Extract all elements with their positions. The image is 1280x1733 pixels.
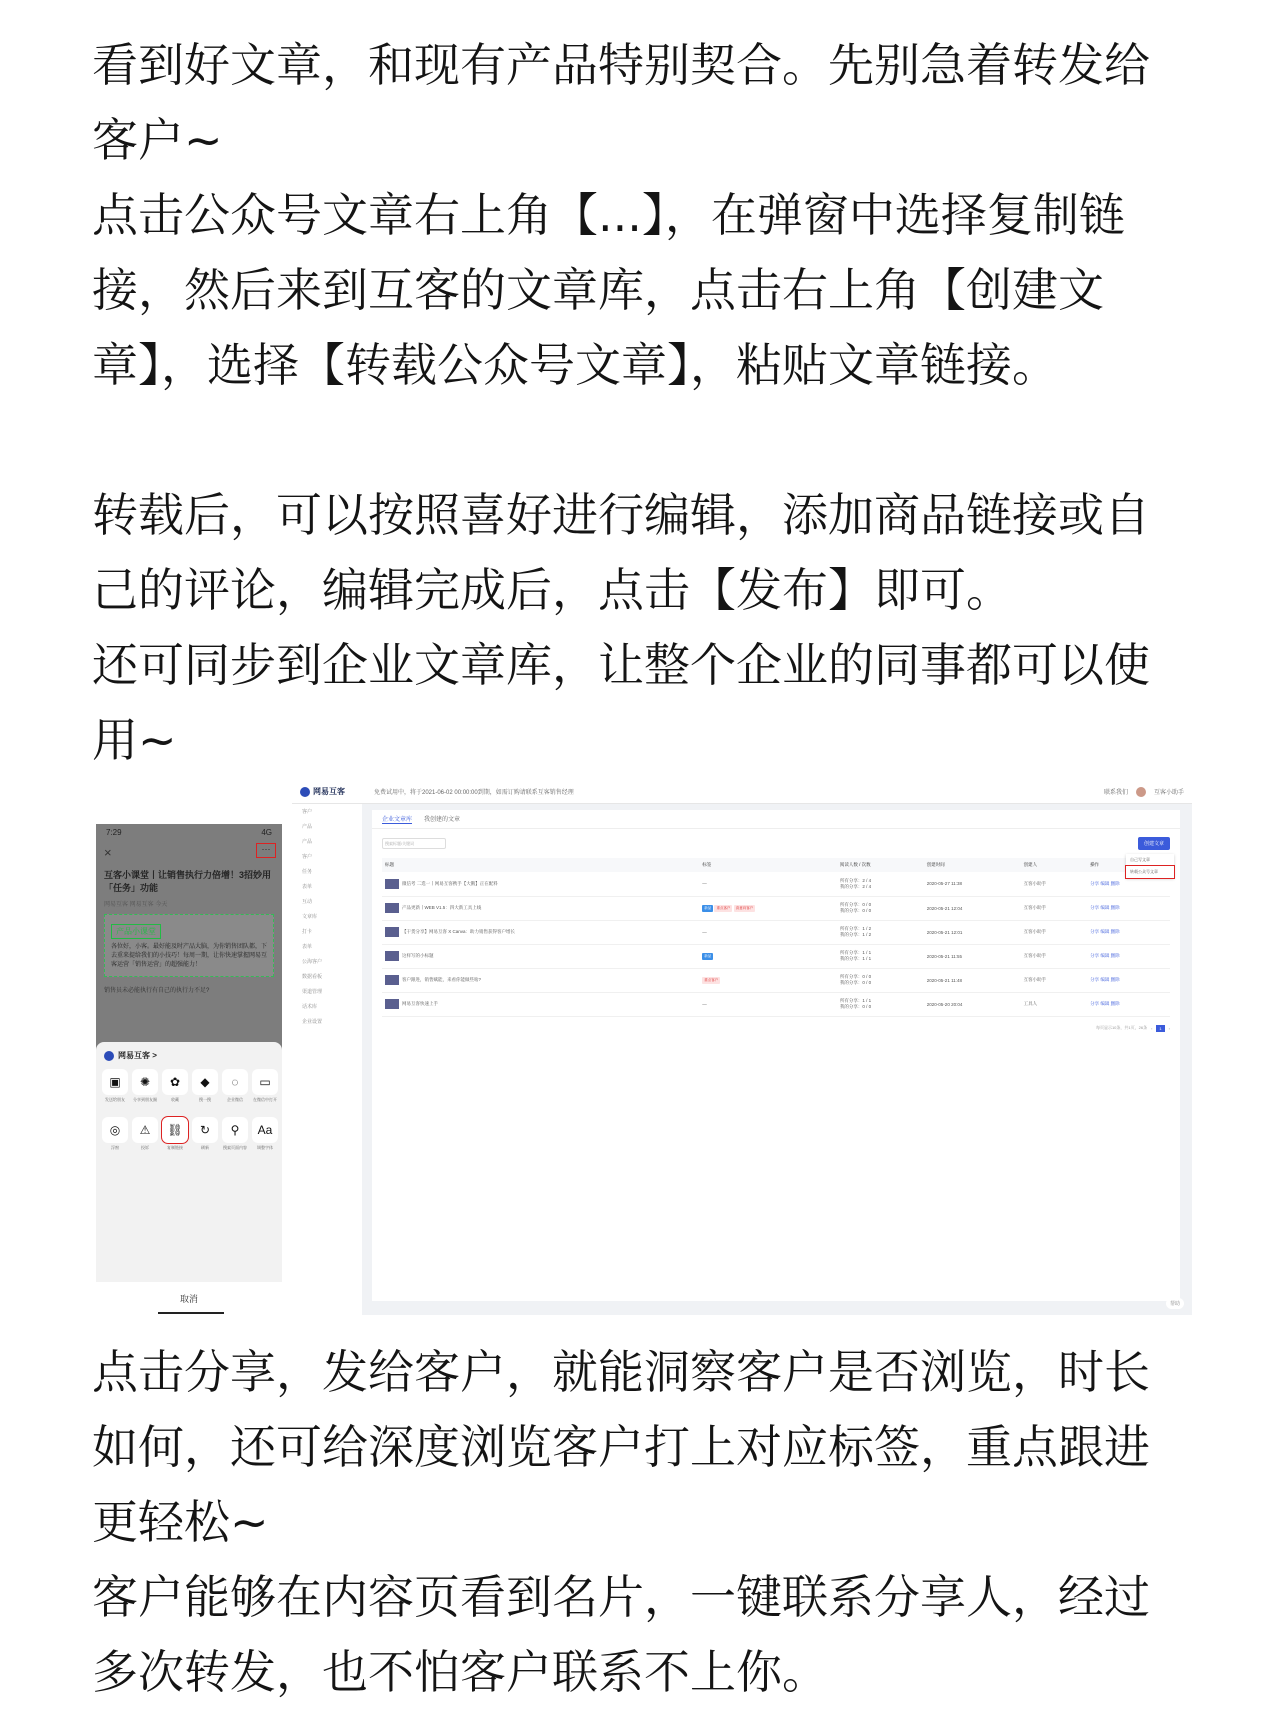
share-tile-label: 收藏 xyxy=(171,1097,179,1102)
star-icon: ✿ xyxy=(162,1069,188,1095)
cell-reads: 所有分享：1 / 2 我的分享：1 / 2 xyxy=(837,920,924,944)
sidebar-item[interactable]: 产品 xyxy=(302,839,313,845)
paragraph-5: 点击分享，发给客户，就能洞察客户是否浏览，时长如何，还可给深度浏览客户打上对应标签，重点跟进更轻松~ xyxy=(92,1345,1150,1549)
sidebar-item[interactable]: 打卡 xyxy=(302,929,313,935)
cell-creator: 互客小助手 xyxy=(1021,872,1087,896)
cell-ops xyxy=(1087,992,1170,1016)
share-sheet xyxy=(96,1042,282,1282)
font-icon: Aa xyxy=(252,1117,278,1143)
tabs xyxy=(372,810,1180,829)
tag-badge: 新品 xyxy=(704,953,712,958)
sidebar-item[interactable]: 表单 xyxy=(302,944,313,950)
op-link[interactable]: 删除 xyxy=(1110,905,1120,910)
share-tile[interactable] xyxy=(222,1069,248,1103)
tab-mine[interactable]: 我创建的文章 xyxy=(424,817,461,823)
cell-time: 2020-05-21 11:55 xyxy=(924,944,1021,968)
share-tile[interactable] xyxy=(162,1069,188,1103)
status-signal: 4G xyxy=(261,828,272,837)
article-library xyxy=(372,810,1180,1301)
column-header: 操作 xyxy=(1087,858,1170,872)
warning-icon: ⚠ xyxy=(132,1117,158,1143)
phone-top-bar xyxy=(96,841,282,865)
sidebar-item[interactable]: 数据看板 xyxy=(302,974,323,980)
article-title: 互客小课堂丨让销售执行力倍增！3招妙用「任务」功能 xyxy=(104,870,272,893)
table-row xyxy=(382,944,1170,968)
cell-time: 2020-05-27 11:38 xyxy=(924,872,1021,896)
top-nav xyxy=(292,780,1192,804)
pager-info: 每页显示10条，共1页，26条 xyxy=(1095,1025,1148,1030)
cell-tags xyxy=(699,944,837,968)
share-row-2 xyxy=(96,1117,282,1151)
article-question: 销售员未必能执行有自己的执行力不足? xyxy=(104,988,210,994)
search-input[interactable]: 搜索标题/关键词 xyxy=(382,838,446,849)
cell-title[interactable] xyxy=(382,992,699,1016)
op-link[interactable]: 编辑 xyxy=(1100,929,1110,934)
share-tile-label: 在微信中打开 xyxy=(253,1097,277,1102)
home-indicator xyxy=(158,1312,224,1314)
user-area xyxy=(1104,787,1184,797)
table-row xyxy=(382,920,1170,944)
cell-tags xyxy=(699,896,837,920)
article-thumbnail xyxy=(385,951,399,961)
help-button[interactable]: 帮助 xyxy=(1166,1298,1184,1309)
sheet-title: 网易互客 > xyxy=(118,1051,157,1060)
column-header: 阅读人数 / 次数 xyxy=(837,858,924,872)
cancel-button[interactable]: 取消 xyxy=(179,1294,198,1304)
moments-icon: ✺ xyxy=(132,1069,158,1095)
share-tile-label: 刷新 xyxy=(201,1145,209,1150)
article-title[interactable]: 【干货分享】网易互客 X Canva：助力销售获得客户增长 xyxy=(402,929,516,935)
op-link[interactable]: 编辑 xyxy=(1100,953,1110,958)
sidebar-item[interactable]: 企业设置 xyxy=(302,1019,323,1025)
close-icon[interactable]: × xyxy=(104,845,112,860)
share-tile[interactable] xyxy=(162,1117,188,1151)
brand-logo-icon xyxy=(104,1051,114,1061)
share-tile[interactable] xyxy=(192,1069,218,1103)
sidebar-item[interactable]: 客户 xyxy=(302,809,313,815)
cell-reads: 所有分享：2 / 4 我的分享：2 / 4 xyxy=(837,872,924,896)
cell-reads: 所有分享：1 / 1 我的分享：0 / 0 xyxy=(837,992,924,1016)
column-header: 创建时间 xyxy=(924,858,1021,872)
share-tile-label: 分享到朋友圈 xyxy=(133,1097,157,1102)
brand xyxy=(300,786,364,797)
op-link[interactable]: 删除 xyxy=(1110,977,1120,982)
share-tile[interactable] xyxy=(252,1117,278,1151)
dropdown-write[interactable]: 自己写文章 xyxy=(1130,857,1150,862)
article-thumbnail xyxy=(385,903,399,913)
cell-creator: 互客小助手 xyxy=(1021,896,1087,920)
share-tile[interactable] xyxy=(132,1117,158,1151)
refresh-icon: ↻ xyxy=(192,1117,218,1143)
avatar[interactable] xyxy=(1136,787,1146,797)
user-name[interactable]: 互客小助手 xyxy=(1153,790,1184,796)
sidebar-item[interactable]: 互动 xyxy=(302,899,313,905)
window-icon: ▭ xyxy=(252,1069,278,1095)
next-page-icon[interactable]: › xyxy=(1168,1025,1170,1031)
op-link[interactable]: 删除 xyxy=(1110,880,1120,886)
article-title[interactable]: 这样写的小标题 xyxy=(402,953,434,959)
sheet-header[interactable] xyxy=(96,1042,282,1069)
cell-time: 2020-05-21 11:48 xyxy=(924,968,1021,992)
op-link[interactable]: 删除 xyxy=(1110,929,1120,934)
cell-title[interactable] xyxy=(382,944,699,968)
cell-reads: 所有分享：0 / 0 我的分享：0 / 0 xyxy=(837,896,924,920)
sidebar-item[interactable]: 客户 xyxy=(302,854,313,860)
op-link[interactable]: 编辑 xyxy=(1100,977,1110,982)
tag-badge: 新品 xyxy=(704,905,712,910)
search-icon: ⚲ xyxy=(222,1117,248,1143)
op-link[interactable]: 编辑 xyxy=(1100,880,1110,886)
cell-title[interactable] xyxy=(382,872,699,896)
cell-title[interactable] xyxy=(382,968,699,992)
cell-ops xyxy=(1087,944,1170,968)
cell-reads: 所有分享：0 / 0 我的分享：0 / 0 xyxy=(837,968,924,992)
sidebar-item[interactable]: 文章库 xyxy=(302,914,318,920)
paragraph-2: 点击公众号文章右上角【...】，在弹窗中选择复制链接，然后来到互客的文章库，点击右上角【创建文章】，选择【转载公众号文章】，粘贴文章链接。 xyxy=(92,188,1125,392)
status-time: 7:29 xyxy=(106,828,122,837)
phone-status-bar xyxy=(96,824,282,841)
cell-tags xyxy=(699,968,837,992)
toolbar xyxy=(372,829,1180,858)
share-tile-label: 发送给朋友 xyxy=(105,1097,125,1102)
brand-name: 网易互客 xyxy=(313,787,345,796)
share-tile-label: 企业微信 xyxy=(227,1097,243,1102)
op-link[interactable]: 删除 xyxy=(1110,953,1120,958)
dropdown-repost[interactable]: 转载公众号文章 xyxy=(1126,866,1174,878)
op-link[interactable]: 分享 xyxy=(1090,880,1100,886)
paragraph-3: 转载后，可以按照喜好进行编辑，添加商品链接或自己的评论，编辑完成后，点击【发布】即可。 xyxy=(92,488,1150,617)
share-tile[interactable] xyxy=(192,1117,218,1151)
sidebar xyxy=(292,804,362,1315)
create-dropdown xyxy=(1126,854,1174,878)
empty-tags: — xyxy=(702,1001,707,1007)
sidebar-item[interactable]: 公海客户 xyxy=(302,959,323,965)
article-thumbnail xyxy=(385,879,399,889)
op-link[interactable]: 分享 xyxy=(1090,1001,1100,1006)
table-row xyxy=(382,992,1170,1016)
empty-tags: — xyxy=(702,929,707,935)
table-row xyxy=(382,872,1170,896)
sidebar-item[interactable]: 产品 xyxy=(302,824,313,830)
chat-icon: ◌ xyxy=(222,1069,248,1095)
paragraph-1: 看到好文章，和现有产品特别契合。先别急着转发给客户~ xyxy=(92,38,1150,167)
cell-creator: 互客小助手 xyxy=(1021,968,1087,992)
web-app xyxy=(292,780,1192,1315)
empty-tags: — xyxy=(702,881,707,887)
cell-title[interactable] xyxy=(382,920,699,944)
cell-ops xyxy=(1087,920,1170,944)
page-current[interactable]: 1 xyxy=(1156,1025,1164,1032)
op-link[interactable]: 编辑 xyxy=(1100,905,1110,910)
op-link[interactable]: 分享 xyxy=(1090,929,1100,934)
share-tile-label: 调整字体 xyxy=(257,1145,273,1150)
sidebar-item[interactable]: 表单 xyxy=(302,884,313,890)
share-tile[interactable] xyxy=(132,1069,158,1103)
sidebar-item[interactable]: 话术库 xyxy=(302,1004,318,1010)
column-header: 标签 xyxy=(699,858,837,872)
sidebar-item[interactable]: 渠道管理 xyxy=(302,989,323,995)
cell-tags xyxy=(699,992,837,1016)
op-link[interactable]: 删除 xyxy=(1110,1001,1120,1006)
paragraph-6: 客户能够在内容页看到名片，一键联系分享人，经过多次转发，也不怕客户联系不上你。 xyxy=(92,1570,1150,1699)
sidebar-item[interactable]: 任务 xyxy=(302,869,313,875)
card-badge: 产品小课堂 xyxy=(111,924,161,939)
bag-icon: ▣ xyxy=(102,1069,128,1095)
article-table xyxy=(382,858,1170,1017)
share-tile-label: 搜索页面内容 xyxy=(223,1145,247,1150)
share-tile[interactable] xyxy=(102,1069,128,1103)
cell-creator: 互客小助手 xyxy=(1021,920,1087,944)
cell-ops xyxy=(1087,896,1170,920)
cell-title[interactable] xyxy=(382,896,699,920)
more-options-button[interactable]: ··· xyxy=(256,843,276,858)
contact-link[interactable]: 联系我们 xyxy=(1103,790,1128,796)
cell-tags xyxy=(699,872,837,896)
tab-enterprise[interactable]: 企业文章库 xyxy=(382,814,412,824)
create-article-button[interactable]: 创建文章 xyxy=(1138,837,1170,850)
column-header: 创建人 xyxy=(1021,858,1087,872)
target-icon: ◎ xyxy=(102,1117,128,1143)
cell-time: 2020-05-21 12:04 xyxy=(924,896,1021,920)
op-link[interactable]: 分享 xyxy=(1090,953,1100,958)
article-title[interactable]: 产品更新丨WEB V1.5：四大新工具上线 xyxy=(402,905,482,911)
article-thumbnail xyxy=(385,975,399,985)
cube-icon: ◆ xyxy=(192,1069,218,1095)
card-text: 各位好，小客。最好能及时产品大脑，为你销售团队都，下去重来提给我们的小技巧！每周一期，让你快速掌握网易互客运营「销售运营」的超强能力！ xyxy=(111,944,268,968)
tag-badge: 重点客户 xyxy=(716,905,731,910)
cell-ops xyxy=(1087,968,1170,992)
column-header: 标题 xyxy=(382,858,699,872)
op-link[interactable]: 编辑 xyxy=(1100,1001,1110,1006)
share-tile[interactable] xyxy=(222,1117,248,1151)
article-title[interactable]: 客户跟进，销售赋能，来看你能做些啥? xyxy=(402,977,482,983)
share-tile-label: 浮窗 xyxy=(111,1145,119,1150)
share-tile[interactable] xyxy=(102,1117,128,1151)
link-icon: ⛓ xyxy=(162,1117,188,1143)
tag-badge: 高意向客户 xyxy=(735,905,754,910)
share-tile-label: 搜一搜 xyxy=(199,1097,211,1102)
article-meta: 网易互客 网易互客 今天 xyxy=(104,902,168,908)
paragraph-4: 还可同步到企业文章库，让整个企业的同事都可以使用~ xyxy=(92,638,1150,767)
cell-tags xyxy=(699,920,837,944)
cell-reads: 所有分享：1 / 1 我的分享：1 / 1 xyxy=(837,944,924,968)
tutorial-screenshot xyxy=(92,780,1192,1315)
article-title[interactable]: 微信考 二选一丨网易互客携手【大鹅】正在配料 xyxy=(402,880,498,886)
cell-time: 2020-05-20 20:04 xyxy=(924,992,1021,1016)
share-tile[interactable] xyxy=(252,1069,278,1103)
pagination xyxy=(372,1017,1180,1040)
op-link[interactable]: 分享 xyxy=(1090,905,1100,910)
prev-page-icon[interactable]: ‹ xyxy=(1151,1025,1153,1031)
cell-creator: 互客小助手 xyxy=(1021,944,1087,968)
article-thumbnail xyxy=(385,927,399,937)
trial-notice: 免费试用中，将于2021-06-02 00:00:00到期，如需订购请联系互客销售经理 xyxy=(374,790,574,796)
table-row xyxy=(382,896,1170,920)
share-tile-label: 复制链接 xyxy=(167,1145,183,1150)
article-title[interactable]: 网易互客快速上手 xyxy=(402,1001,438,1007)
brand-logo-icon xyxy=(300,787,310,797)
tag-badge: 重点客户 xyxy=(704,977,719,982)
article-thumbnail xyxy=(385,999,399,1009)
share-row-1 xyxy=(96,1069,282,1103)
cell-time: 2020-05-21 12:01 xyxy=(924,920,1021,944)
article-card xyxy=(104,914,274,977)
table-header xyxy=(382,858,1170,872)
cell-creator: 工具人 xyxy=(1021,992,1087,1016)
share-tile-label: 投诉 xyxy=(141,1145,149,1150)
table-row xyxy=(382,968,1170,992)
op-link[interactable]: 分享 xyxy=(1090,977,1100,982)
